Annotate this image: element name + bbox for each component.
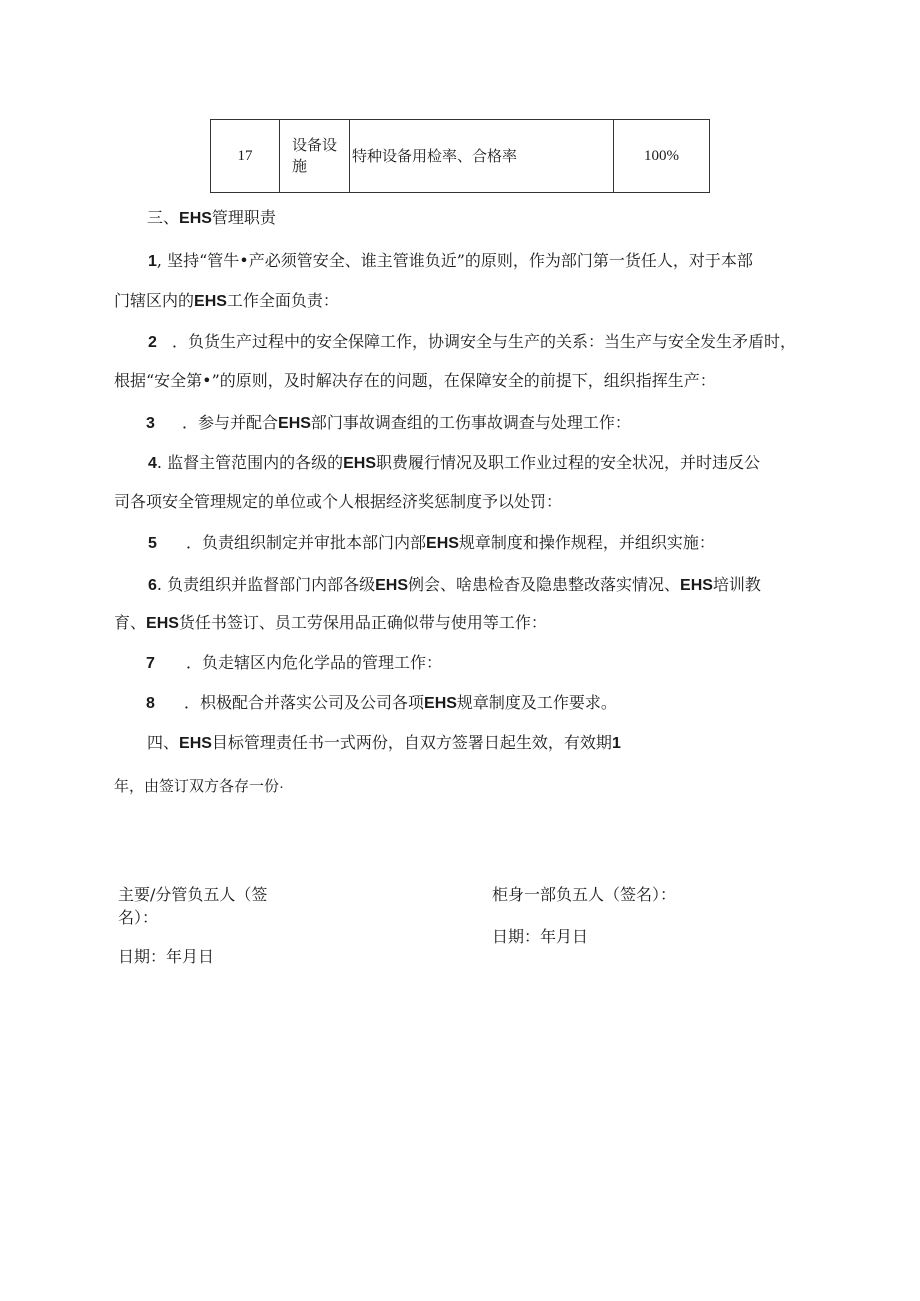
section3-prefix: 三、 [147, 208, 180, 227]
item8-text-a: ．枳极配合并落实公司及公司各项 [184, 693, 425, 712]
left-signature-date: 日期：年月日 [118, 947, 215, 966]
target-table [210, 119, 710, 193]
item1-ehs: EHS [194, 293, 227, 310]
item8-text-b: 规章制度及工作要求。 [456, 693, 617, 712]
item3-line [146, 412, 631, 435]
item1-text-2a: 门辖区内的 [114, 291, 195, 310]
category-line-2: 施 [292, 157, 308, 175]
item3-number: 3 [146, 415, 155, 432]
section3-heading [147, 207, 276, 230]
left-signature-line2: 名）： [118, 908, 159, 927]
item6-text-1c: 培训教 [712, 575, 761, 594]
item7-number: 7 [146, 655, 155, 672]
item4-line2: 司各项安全管理规定的单位或个人根据经济奖惩制度予以处罚： [114, 492, 563, 511]
item1-text-2b: 工作全面负责： [226, 291, 339, 310]
item3-text-b: 部门事故调查组的工伤事故调查与处理工作： [310, 413, 631, 432]
item6-ehs-1: EHS [375, 577, 408, 594]
item6-text-2b: 货任书签订、员工劳保用品正确似带与使用等工作： [178, 613, 547, 632]
item4-number: 4 [148, 455, 157, 472]
item1-number: 1 [148, 253, 157, 270]
item2-text-1: ．负货生产过程中的安全保障工作，协调安全与生产的关系：当生产与安全发生矛盾时， [172, 332, 797, 351]
item5-line [148, 532, 715, 555]
left-signature-line1: 主要/分管负五人（签 [118, 885, 268, 904]
section4-one: 1 [611, 735, 621, 752]
section3-title: 管理职责 [211, 208, 276, 227]
row-category [280, 120, 350, 193]
item4-text-1b: 职费履行情况及职工作业过程的安全状况，并时违反公 [376, 453, 761, 472]
item7-line [146, 652, 442, 675]
item6-text-1b: 例会、啥患检杳及隐患整改落实情况、 [408, 575, 681, 594]
item6-text-1a: . 负责组织并监督部门内部各级 [156, 575, 376, 594]
category-line-1: 设备设 [292, 136, 338, 154]
item6-line1 [148, 574, 761, 597]
item3-ehs: EHS [278, 415, 311, 432]
row-number: 17 [211, 120, 280, 193]
item4-line1 [148, 452, 760, 475]
item2-number: 2 [148, 334, 157, 351]
item5-text-a: ．负责组织制定并审批本部门内部 [186, 533, 427, 552]
item8-line [146, 692, 617, 715]
section4-ehs: EHS [179, 735, 212, 752]
item1-line2 [114, 290, 339, 313]
row-target: 100% [614, 120, 710, 193]
item5-number: 5 [148, 535, 157, 552]
item6-number: 6 [148, 577, 157, 594]
item6-ehs-2: EHS [680, 577, 713, 594]
row-indicator: 特种设备用检率、合格率 [350, 120, 614, 193]
item2-line1 [148, 331, 796, 354]
item6-text-2a: 育、 [114, 613, 147, 632]
item4-ehs: EHS [343, 455, 376, 472]
item2-line2: 根据“安全第•”的原则，及时解决存在的问题，在保障安全的前提下，组织指挥生产： [114, 371, 716, 390]
item1-line1 [148, 250, 753, 273]
section3-ehs: EHS [179, 210, 212, 227]
item7-text: ．负走辖区内危化学品的管理工作： [186, 653, 443, 672]
item1-text-1: , 坚持“管牛•产必须管安全、谁主管谁负近”的原则，作为部门第一货任人，对于本部 [156, 251, 753, 270]
right-signature-date: 日期：年月日 [492, 927, 589, 946]
item6-line2 [114, 612, 547, 635]
item6-ehs-3: EHS [146, 615, 179, 632]
table-row [211, 120, 710, 193]
item3-text-a: ．参与并配合 [182, 413, 279, 432]
item4-text-1a: . 监督主管范围内的各级的 [156, 453, 344, 472]
section4-text: 目标管理责任书一式两份，自双方签署日起生效，有效期 [211, 733, 612, 752]
item5-ehs: EHS [426, 535, 459, 552]
section4-line1 [147, 732, 621, 755]
section4-prefix: 四、 [147, 733, 180, 752]
item5-text-b: 规章制度和操作规程，并组织实施： [458, 533, 715, 552]
item8-ehs: EHS [424, 695, 457, 712]
section4-line2: 年，由签订双方各存一份· [114, 778, 284, 795]
right-signature-line1: 柜身一部负五人（签名）： [492, 885, 677, 904]
item8-number: 8 [146, 695, 155, 712]
